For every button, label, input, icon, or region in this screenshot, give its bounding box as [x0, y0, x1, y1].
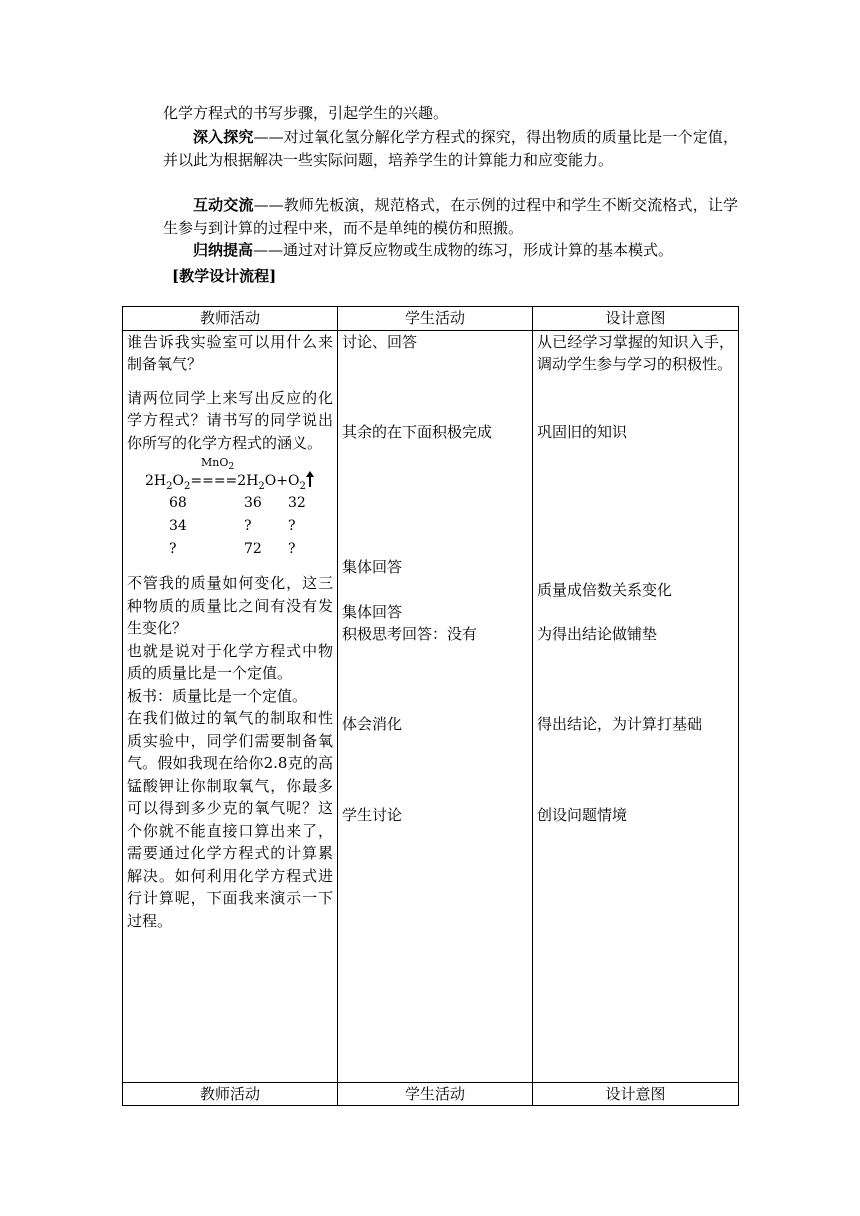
paragraph-title: 深入探究 — [193, 128, 254, 146]
student-activity: 其余的在下面积极完成 — [342, 422, 493, 441]
paragraph-text: ——教师先板演，规范格式，在示例的过程中和学生不断交流格式，让学生参与到计算的过程中来，而不是单纯的模仿和照搬。 — [163, 196, 738, 237]
teaching-flow-table — [122, 306, 739, 1106]
mass-value: ? — [288, 541, 296, 557]
header-design-intent: 设计意图 — [533, 307, 739, 331]
teacher-problem: 在我们做过的氧气的制取和性质实验中，同学们需要制备氧气。假如我现在给你2.8克的高锰酸钾让你制取氧气，你最多可以得到多少克的氧气呢？这个你就不能直接口算出来了，需要通过化学方程式的计算累解决。如何利用化学方程式进行计算呢，下面我来演示一下过程。 — [127, 709, 333, 930]
mass-value: 68 — [169, 495, 187, 511]
table-row — [123, 330, 739, 1082]
header-teacher-activity: 教师活动 — [123, 307, 338, 331]
mass-value: 72 — [244, 541, 262, 557]
student-activity-cell — [338, 330, 533, 1082]
teacher-statement: 也就是说对于化学方程式中物质的质量比是一个定值。 — [127, 641, 333, 682]
paragraph-deep-inquiry — [163, 126, 738, 171]
mass-value: 32 — [288, 495, 306, 511]
paragraph-title: 归纳提高 — [193, 241, 254, 259]
mass-value: 34 — [169, 518, 187, 534]
paragraph-interaction — [163, 194, 738, 239]
design-intent: 得出结论，为计算打基础 — [537, 714, 703, 733]
blackboard-note: 板书：质量比是一个定值。 — [127, 686, 308, 705]
teacher-request: 请两位同学上来写出反应的化学方程式？请书写的同学说出你所写的化学方程式的涵义。 — [127, 388, 333, 452]
teacher-question: 谁告诉我实验室可以用什么来制备氧气？ — [127, 332, 333, 373]
design-intent: 质量成倍数关系变化 — [537, 580, 673, 599]
student-activity: 集体回答 — [342, 557, 403, 576]
design-intent: 从已经学习掌握的知识入手，调动学生参与学习的积极性。 — [537, 332, 734, 373]
design-intent-cell — [533, 330, 739, 1082]
chemical-equation: $2H_2O_2====2H_2O+O_2$ — [145, 470, 314, 498]
catalyst-label: MnO$_2$ — [201, 456, 235, 473]
mass-value: ? — [244, 518, 252, 534]
design-intent: 为得出结论做铺垫 — [537, 624, 658, 643]
teacher-question: 不管我的质量如何变化，这三种物质的质量比之间有没有发生变化？ — [127, 574, 333, 637]
mass-value: 36 — [244, 495, 262, 511]
header-teacher-activity: 教师活动 — [123, 1082, 338, 1106]
intro-line: 化学方程式的书写步骤，引起学生的兴趣。 — [163, 104, 449, 122]
student-activity: 集体回答 — [342, 602, 403, 621]
student-activity: 学生讨论 — [342, 805, 403, 824]
mass-value: ? — [288, 518, 296, 534]
header-student-activity: 学生活动 — [338, 307, 533, 331]
table-header-row — [123, 1082, 739, 1106]
paragraph-summary — [163, 239, 738, 262]
paragraph-text: ——对过氧化氢分解化学方程式的探究，得出物质的质量比是一个定值，并以此为根据解决一些实际问题，培养学生的计算能力和应变能力。 — [163, 128, 738, 169]
student-activity: 积极思考回答：没有 — [342, 624, 478, 643]
paragraph-title: 互动交流 — [193, 196, 254, 214]
student-activity: 体会消化 — [342, 714, 403, 733]
gas-up-arrow-icon — [306, 471, 314, 487]
paragraph-text: ——通过对计算反应物或生成物的练习，形成计算的基本模式。 — [253, 241, 674, 259]
header-student-activity: 学生活动 — [338, 1082, 533, 1106]
section-heading: [教学设计流程] — [172, 267, 277, 285]
student-activity: 讨论、回答 — [342, 332, 418, 351]
mass-value: ? — [169, 541, 177, 557]
design-intent: 巩固旧的知识 — [537, 422, 628, 441]
teacher-activity-cell — [123, 330, 338, 1082]
table-header-row — [123, 307, 739, 331]
design-intent: 创设问题情境 — [537, 805, 628, 824]
chemical-equation-block — [127, 454, 333, 572]
header-design-intent: 设计意图 — [533, 1082, 739, 1106]
